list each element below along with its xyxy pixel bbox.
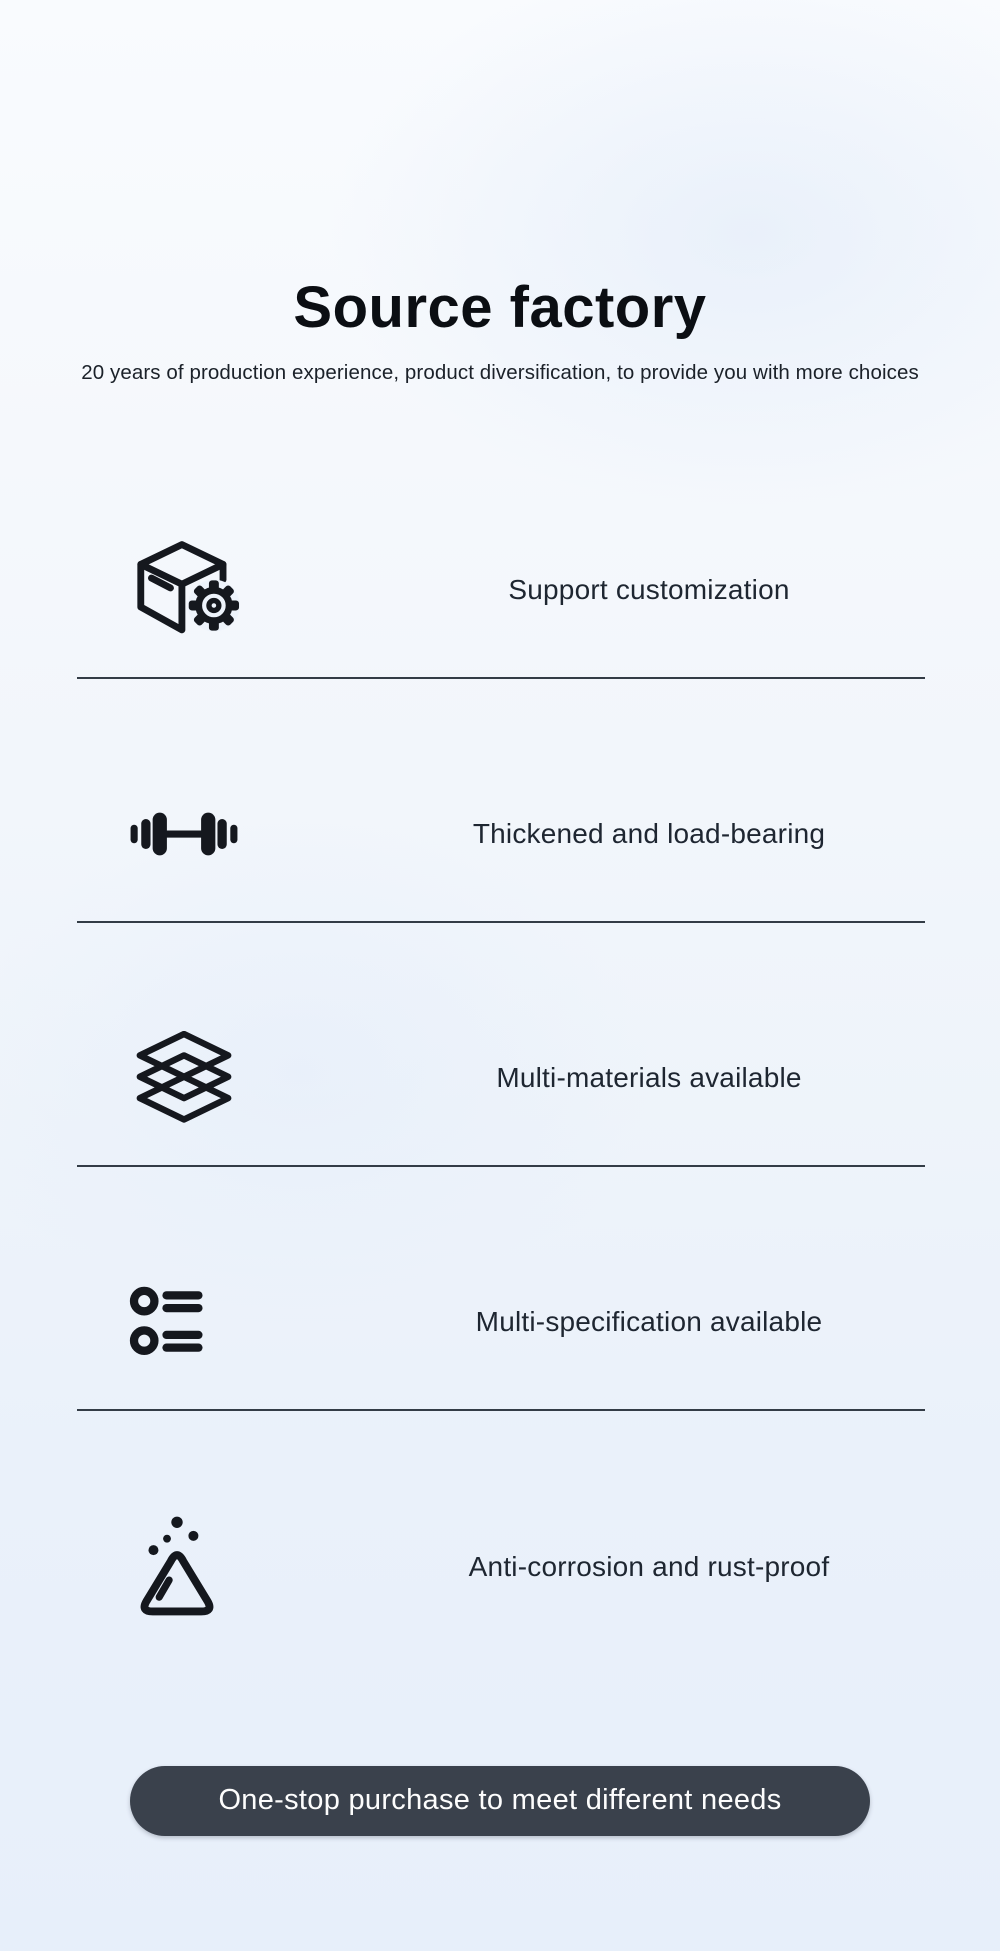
feature-row-customization <box>77 435 925 679</box>
layers-icon <box>127 1031 307 1124</box>
box-gear-icon <box>127 540 307 639</box>
feature-label: Multi-specification available <box>475 1305 823 1337</box>
feature-label: Anti-corrosion and rust-proof <box>468 1550 830 1582</box>
feature-row-anti-corrosion <box>77 1411 925 1655</box>
feature-list <box>77 435 925 1655</box>
pile-dots-icon <box>127 1513 307 1620</box>
feature-row-specification <box>77 1167 925 1411</box>
page-subtitle: 20 years of production experience, product diversification, to provide you with more choices <box>81 360 919 384</box>
feature-label: Thickened and load-bearing <box>472 817 826 849</box>
feature-row-load-bearing <box>77 679 925 923</box>
dumbbell-icon <box>127 809 307 859</box>
page-title: Source factory <box>293 275 707 340</box>
spec-list-icon <box>127 1280 307 1363</box>
one-stop-purchase-button[interactable]: One-stop purchase to meet different needs <box>130 1766 870 1836</box>
feature-label: Support customization <box>508 573 790 605</box>
feature-label: Multi-materials available <box>496 1061 802 1093</box>
feature-row-materials <box>77 923 925 1167</box>
